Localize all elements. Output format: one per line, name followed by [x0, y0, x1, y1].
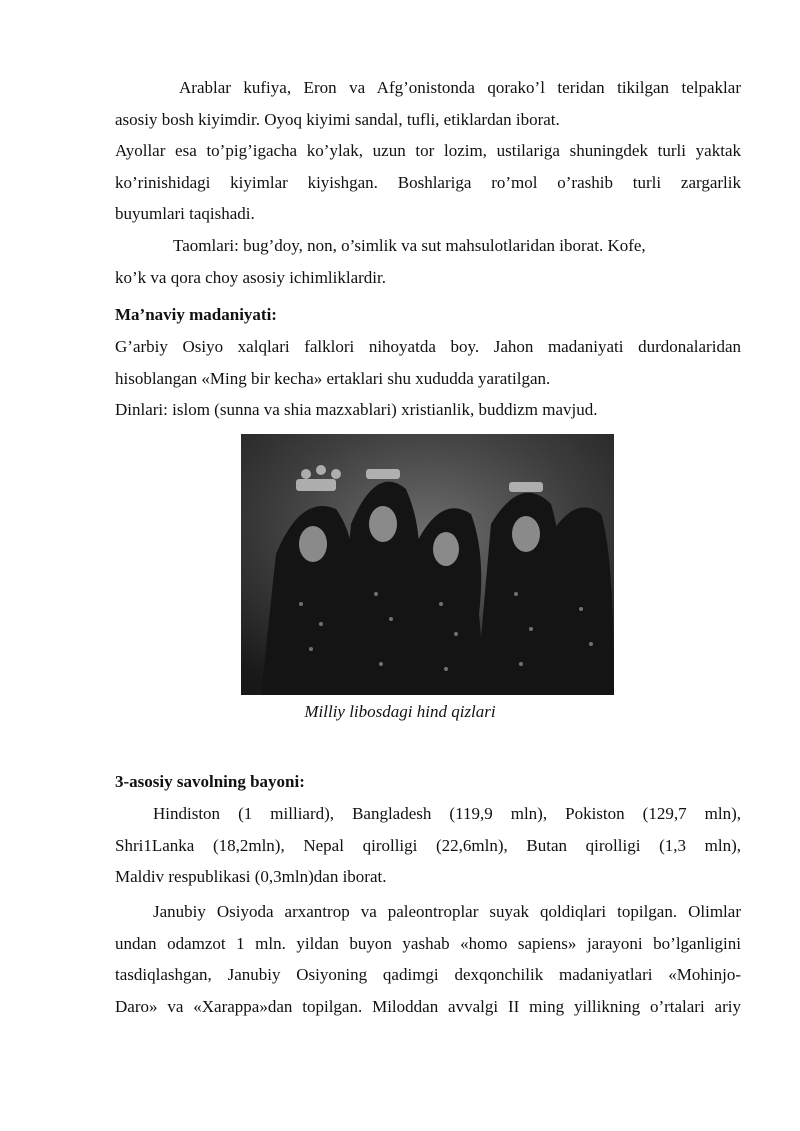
text-line: Arablar kufiya, Eron va Afg’onistonda qorako’l teridan tikilgan telpaklar: [179, 78, 741, 97]
paragraph-history: [115, 896, 741, 1022]
text-line: buyumlari taqishadi.: [115, 204, 255, 224]
paragraph-clothing-men: [115, 72, 741, 135]
text-line: Hindiston (1 milliard), Bangladesh (119,9 mln), Pokiston (129,7 mln),: [153, 804, 741, 823]
text-line: Maldiv respublikasi (0,3mln)dan iborat.: [115, 867, 387, 887]
text-line: asosiy bosh kiyimdir. Oyoq kiyimi sandal, tufli, etiklardan iborat.: [115, 109, 560, 129]
heading-spiritual-culture: Ma’naviy madaniyati:: [115, 305, 277, 324]
paragraph-religions: [115, 394, 741, 426]
text-line: ko’k va qora choy asosiy ichimliklardir.: [115, 267, 386, 287]
photo-caption: Milliy libosdagi hind qizlari: [304, 702, 496, 721]
paragraph-folklore: [115, 331, 741, 394]
paragraph-countries: [115, 798, 741, 893]
text-line: tasdiqlashgan, Janubiy Osiyoning qadimgi dexqonchilik madaniyatlari «Mohinjo-: [115, 965, 741, 985]
text-line: Ayollar esa to’pig’igacha ko’ylak, uzun tor lozim, ustilariga shuningdek turli yaktak: [115, 141, 741, 160]
text-line: Dinlari: islom (sunna va shia mazxablari) xristianlik, buddizm mavjud.: [115, 400, 598, 419]
photo-image: [241, 434, 614, 695]
paragraph-food: [115, 230, 741, 293]
text-line: Daro» va «Xarappa»dan topilgan. Miloddan avvalgi II ming yillikning o’rtalari ariy: [115, 996, 741, 1016]
heading-third-question: 3-asosiy savolning bayoni:: [115, 772, 305, 791]
text-line: G’arbiy Osiyo xalqlari falklori nihoyatda boy. Jahon madaniyati durdonalaridan: [115, 337, 741, 356]
paragraph-clothing-women: [115, 135, 741, 230]
text-line: Taomlari: bug’doy, non, o’simlik va sut mahsulotlaridan iborat. Kofe,: [173, 236, 646, 255]
text-line: ko’rinishidagi kiyimlar kiyishgan. Boshlariga ro’mol o’rashib turli zargarlik: [115, 172, 741, 192]
text-line: undan odamzot 1 mln. yildan buyon yashab «homo sapiens» jarayoni bo’lganligini: [115, 933, 741, 953]
text-line: Shri1Lanka (18,2mln), Nepal qirolligi (22,6mln), Butan qirolligi (1,3 mln),: [115, 835, 741, 855]
photo-indian-girls: [241, 434, 614, 695]
text-line: Janubiy Osiyoda arxantrop va paleontroplar suyak qoldiqlari topilgan. Olimlar: [153, 902, 741, 921]
text-line: hisoblangan «Ming bir kecha» ertaklari shu xududda yaratilgan.: [115, 368, 551, 388]
